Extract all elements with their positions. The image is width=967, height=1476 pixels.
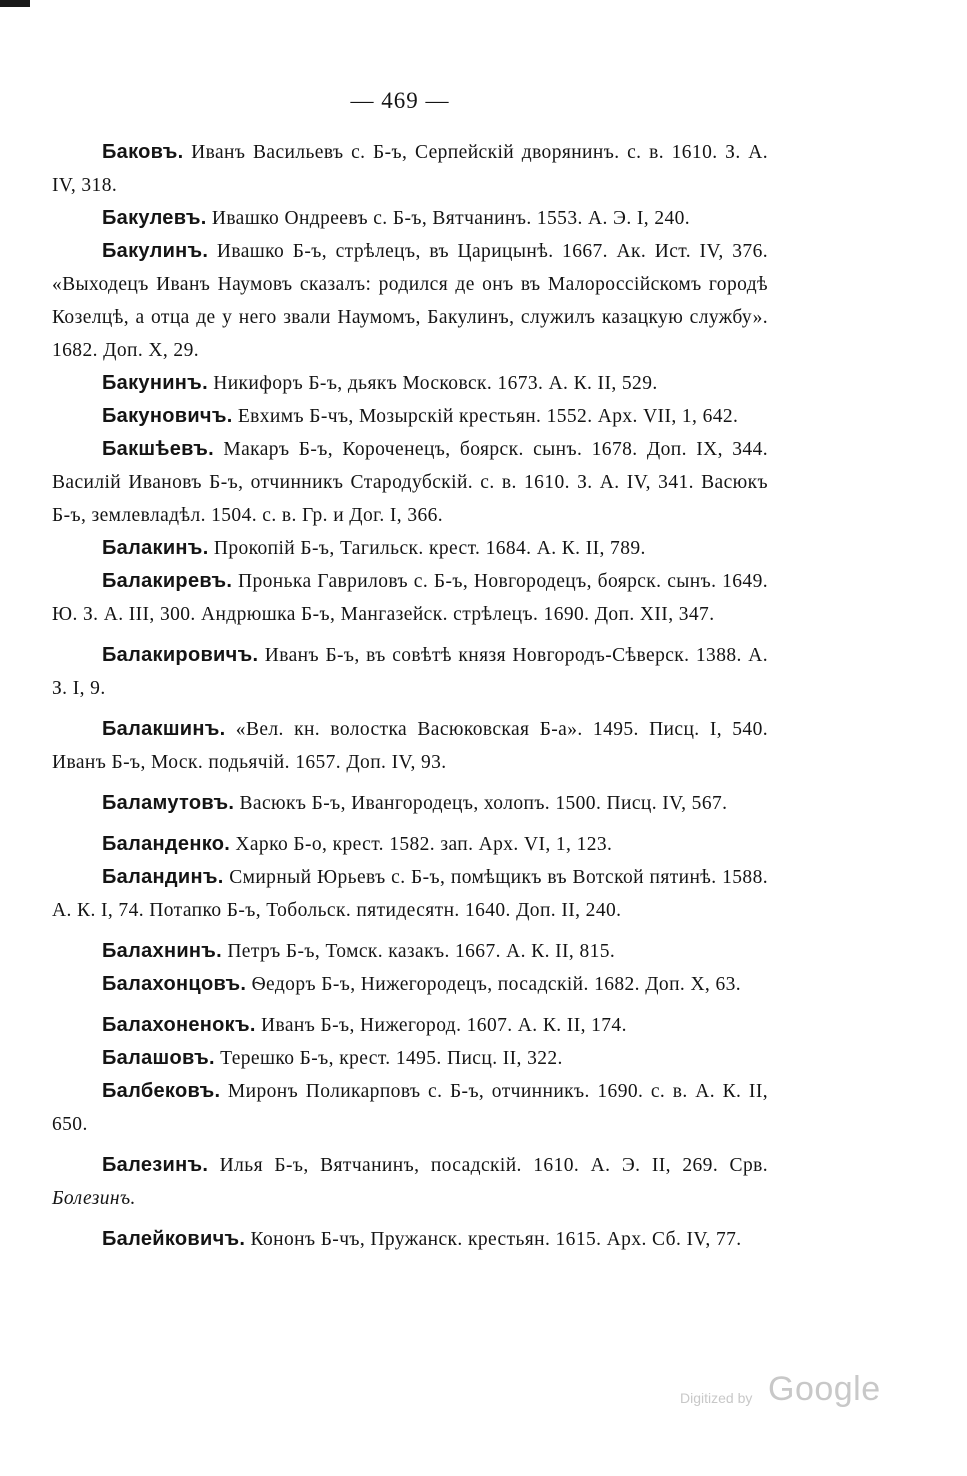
- entry-balakirev: [52, 565, 768, 631]
- entry-headword: Бакулевъ.: [102, 207, 207, 229]
- entry-headword: Балезинъ.: [102, 1154, 209, 1176]
- entry-headword: Бакуновичъ.: [102, 405, 233, 427]
- entry-balbekov: [52, 1075, 768, 1141]
- watermark-prefix: Digitized by: [680, 1390, 753, 1406]
- entry-headword: Балахонцовъ.: [102, 973, 247, 995]
- entry-bakulev: [52, 202, 768, 235]
- entry-text: Иванъ Б-ъ, Нижегород. 1607. А. К. II, 174.: [255, 1015, 627, 1036]
- digitized-by-google-watermark: [680, 1370, 890, 1416]
- entry-text: Илья Б-ъ, Вятчанинъ, посадскій. 1610. А. Э. II, 269. Срв.: [208, 1155, 768, 1176]
- entry-headword: Балакировичъ.: [102, 644, 259, 666]
- entry-text: Васюкъ Б-ъ, Ивангородецъ, холопъ. 1500. Писц. IV, 567.: [234, 793, 728, 814]
- entry-text: Иванъ Васильевъ с. Б-ъ, Серпейскій дворянинъ. с. в. 1610. З. А. IV, 318.: [52, 142, 768, 196]
- entry-text: Петръ Б-ъ, Томск. казакъ. 1667. А. К. II, 815.: [222, 941, 616, 962]
- entry-headword: Балашовъ.: [102, 1047, 215, 1069]
- entry-text: Макаръ Б-ъ, Короченецъ, боярск. сынъ. 1678. Доп. IX, 344. Василій Ивановъ Б-ъ, отчинникъ Стародубскій. с. в. 1610. З. А. IV, 341. Васюкъ Б-ъ, землевладѣл. 1504. с. в. Гр. и Дог. I, 366.: [52, 439, 768, 526]
- entry-text: Терешко Б-ъ, крест. 1495. Писц. II, 322.: [214, 1048, 563, 1069]
- entry-headword: Балбековъ.: [102, 1080, 221, 1102]
- entry-baleikovich: [52, 1223, 768, 1256]
- entry-text: Ивашко Б-ъ, стрѣлецъ, въ Царицынѣ. 1667. Ак. Ист. IV, 376. «Выходецъ Иванъ Наумовъ сказалъ: родился де онъ въ Малороссійскомъ городѣ Козелцѣ, а отца де у него звали Наумомъ, Бакулинъ, служилъ казацкую службу». 1682. Доп. X, 29.: [52, 241, 768, 361]
- dictionary-entries: [52, 136, 768, 1256]
- entry-text: Евхимъ Б-чъ, Мозырскій крестьян. 1552. Арх. VII, 1, 642.: [232, 406, 739, 427]
- entry-balakshin: [52, 713, 768, 779]
- entry-headword: Балакинъ.: [102, 537, 209, 559]
- entry-bakunovich: [52, 400, 768, 433]
- entry-balamutov: [52, 787, 768, 820]
- entry-headword: Балахнинъ.: [102, 940, 223, 962]
- entry-balezin: [52, 1149, 768, 1215]
- entry-text: Кононъ Б-чъ, Пружанск. крестьян. 1615. Арх. Сб. IV, 77.: [245, 1229, 742, 1250]
- entry-bakulin: [52, 235, 768, 367]
- entry-text: «Вел. кн. волостка Васюковская Б-а». 1495. Писц. I, 540. Иванъ Б-ъ, Моск. подьячій. 1657. Доп. IV, 93.: [52, 719, 768, 773]
- entry-headword: Балейковичъ.: [102, 1228, 246, 1250]
- entry-headword: Баламутовъ.: [102, 792, 235, 814]
- entry-headword: Балахоненокъ.: [102, 1014, 256, 1036]
- entry-balashov: [52, 1042, 768, 1075]
- entry-headword: Баковъ.: [102, 141, 184, 163]
- entry-headword: Бакшѣевъ.: [102, 438, 214, 460]
- cross-reference: Болезинъ.: [52, 1188, 136, 1209]
- entry-baksheev: [52, 433, 768, 532]
- entry-headword: Баландинъ.: [102, 866, 224, 888]
- entry-text: Ивашко Ондреевъ с. Б-ъ, Вятчанинъ. 1553. А. Э. I, 240.: [206, 208, 691, 229]
- entry-balakhnin: [52, 935, 768, 968]
- entry-headword: Баланденко.: [102, 833, 231, 855]
- entry-headword: Бакулинъ.: [102, 240, 209, 262]
- entry-bakunin: [52, 367, 768, 400]
- entry-headword: Балакшинъ.: [102, 718, 226, 740]
- entry-text: Ѳедоръ Б-ъ, Нижегородецъ, посадскій. 1682. Доп. X, 63.: [246, 974, 742, 995]
- entry-text: Иванъ Б-ъ, въ совѣтѣ князя Новгородъ-Сѣверск. 1388. А. З. I, 9.: [52, 645, 768, 699]
- entry-text: Пронька Гавриловъ с. Б-ъ, Новгородецъ, боярск. сынъ. 1649. Ю. З. А. III, 300. Андрюшка Б-ъ, Мангазейск. стрѣлецъ. 1690. Доп. XII, 347.: [52, 571, 768, 625]
- entry-text: Смирный Юрьевъ с. Б-ъ, помѣщикъ въ Вотской пятинѣ. 1588. А. К. I, 74. Потапко Б-ъ, Тобольск. пятидесятн. 1640. Доп. II, 240.: [52, 867, 768, 921]
- entry-balakhonenok: [52, 1009, 768, 1042]
- entry-balakirovich: [52, 639, 768, 705]
- entry-headword: Бакунинъ.: [102, 372, 208, 394]
- google-logo: Google: [768, 1370, 881, 1408]
- scan-edge-mark: [0, 0, 30, 7]
- entry-headword: Балакиревъ.: [102, 570, 233, 592]
- entry-balakin: [52, 532, 768, 565]
- entry-balakhontsov: [52, 968, 768, 1001]
- entry-text: Никифоръ Б-ъ, дьякъ Московск. 1673. А. К. II, 529.: [207, 373, 658, 394]
- entry-text: Прокопій Б-ъ, Тагильск. крест. 1684. А. К. II, 789.: [208, 538, 646, 559]
- entry-bakov: [52, 136, 768, 202]
- entry-text: Харко Б-о, крест. 1582. зап. Арх. VI, 1, 123.: [230, 834, 613, 855]
- page-number: — 469 —: [350, 88, 450, 113]
- entry-balandenko: [52, 828, 768, 861]
- entry-text: Миронъ Поликарповъ с. Б-ъ, отчинникъ. 1690. с. в. А. К. II, 650.: [52, 1081, 768, 1135]
- entry-balandin: [52, 861, 768, 927]
